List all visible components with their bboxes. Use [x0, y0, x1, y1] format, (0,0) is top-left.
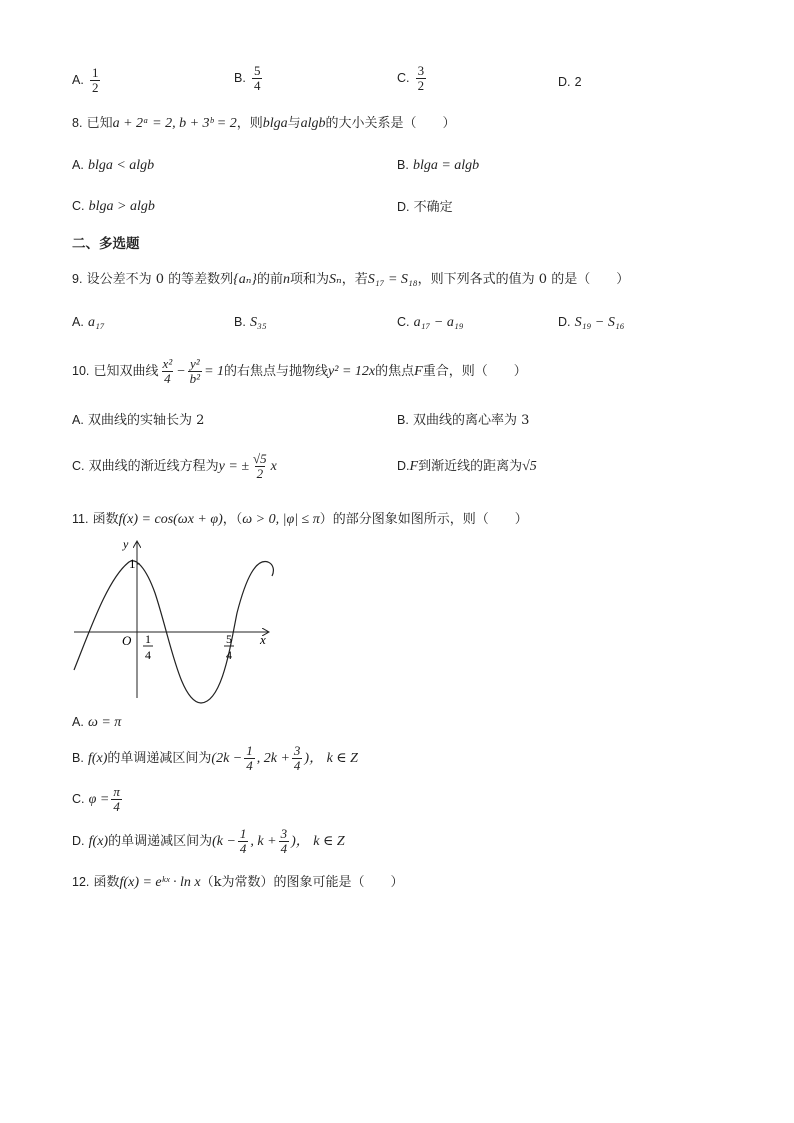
q8-stem: 8. 已知a + 2ᵃ = 2, b + 3ᵇ = 2，则blga与algb的大小关系是（ ）: [72, 116, 456, 131]
graph-y-label: y: [123, 538, 129, 551]
q10-option-a[interactable]: A. 双曲线的实轴长为 2: [72, 413, 205, 428]
q12-stem: 12. 函数f(x) = eᵏˣ · ln x（k为常数）的图象可能是（ ）: [72, 875, 404, 890]
graph-tick2-num: 5: [226, 632, 232, 646]
q10-option-b[interactable]: B. 双曲线的离心率为 3: [397, 413, 530, 428]
graph-x-label: x: [260, 632, 266, 647]
q8-option-c[interactable]: C. blga > algb: [72, 199, 155, 214]
section-heading: 二、多选题: [72, 236, 140, 251]
q9-option-a[interactable]: A. a₁₇: [72, 315, 105, 330]
q9-option-c[interactable]: C. a₁₇ − a₁₉: [397, 315, 464, 330]
q11-option-a[interactable]: A. ω = π: [72, 715, 122, 730]
q11-cosine-graph: [70, 538, 280, 708]
graph-origin-label: O: [122, 633, 132, 648]
q9-option-b[interactable]: B. S₃₅: [234, 315, 267, 330]
graph-tick1-den: 4: [145, 648, 151, 662]
q7-option-c[interactable]: C. $\frac{3}{2}$: [397, 63, 425, 93]
q11-option-b[interactable]: B. f(x)的单调递减区间为(2k − $\frac{1}{4}$ , 2k + $\frac{3}{4}$ )， k ∈ Z: [72, 743, 358, 773]
q10-option-c[interactable]: C. 双曲线的渐近线方程为y = ± $\frac{√5}{2}$ x: [72, 451, 277, 481]
q7-option-d[interactable]: D. 2: [558, 75, 582, 89]
q8-option-b[interactable]: B. blga = algb: [397, 158, 480, 173]
q11-option-d[interactable]: D. f(x)的单调递减区间为(k − $\frac{1}{4}$ , k + $\frac{3}{4}$ )， k ∈ Z: [72, 826, 345, 856]
q10-option-d[interactable]: D.F到渐近线的距离为√5: [397, 459, 537, 474]
graph-tick2-den: 4: [226, 648, 232, 662]
q8-option-a[interactable]: A. blga < algb: [72, 158, 155, 173]
q9-option-d[interactable]: D. S₁₉ − S₁₆: [558, 315, 625, 330]
graph-one-label: 1: [129, 556, 136, 571]
q10-stem: 10. 已知双曲线 $\frac{\text{x²}}{4}$ − $\frac{\text{y²}}{\text{b²}}$ = 1的右焦点与抛物线y² = 12x的焦点F重合，则（ ）: [72, 356, 527, 386]
graph-tick1-num: 1: [145, 632, 151, 646]
q7-b-fraction: $\frac{5}{4}$: [253, 63, 261, 93]
q11-option-c[interactable]: C. φ = $\frac{\pi}{4}$: [72, 784, 120, 814]
q7-a-fraction: $\frac{1}{2}$: [91, 65, 99, 95]
q11-stem: 11. 函数f(x) = cos(ωx + φ)，（ω > 0, |φ| ≤ π）的部分图象如图所示，则（ ）: [72, 512, 528, 527]
q8-option-d[interactable]: D. 不确定: [397, 200, 453, 215]
q7-option-a[interactable]: A. $\frac{1}{2}$: [72, 65, 99, 95]
q7-option-b[interactable]: B. $\frac{5}{4}$: [234, 63, 261, 93]
q9-stem: 9. 设公差不为 0 的等差数列{aₙ}的前n项和为Sₙ，若S₁₇ = S₁₈，则下列各式的值为 0 的是（ ）: [72, 272, 630, 287]
q7-c-fraction: $\frac{3}{2}$: [417, 63, 425, 93]
